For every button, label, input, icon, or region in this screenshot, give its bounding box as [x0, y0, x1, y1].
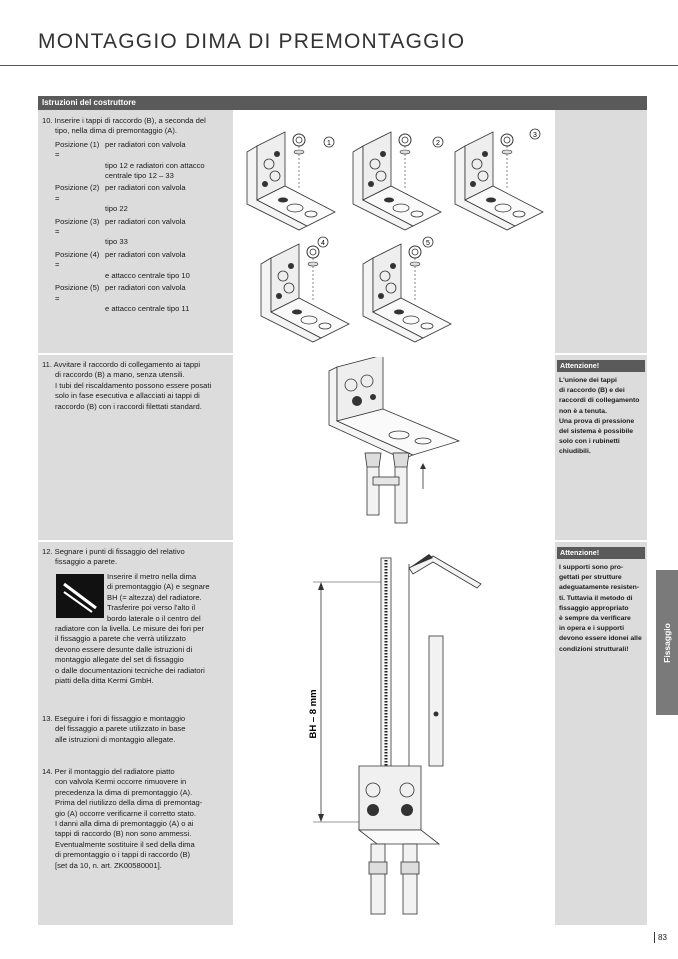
note-line: del sistema è possibile	[559, 428, 634, 436]
position-line	[55, 304, 230, 314]
step-14-line: tappi di raccordo (B) non sono ammessi.	[55, 829, 192, 839]
position-label: Posizione (5) =	[55, 283, 100, 303]
position-text: tipo 33	[105, 237, 128, 247]
position-item	[55, 250, 230, 281]
step-12-line: di premontaggio (A) e segnare	[107, 582, 210, 592]
position-line	[55, 237, 230, 247]
note-line: di raccordo (B) e dei	[559, 387, 625, 395]
step-14-line: [set da 10, n. art. ZK00580001].	[55, 860, 162, 870]
step-12-line: montaggio allegate del set di fissaggio	[55, 655, 184, 665]
position-text: tipo 22	[105, 204, 128, 214]
position-text: e attacco centrale tipo 10	[105, 270, 190, 280]
position-item	[55, 183, 230, 214]
step-12-rest	[55, 624, 231, 686]
position-label: Posizione (4) =	[55, 249, 100, 270]
measuring-tape-icon	[56, 574, 104, 618]
step-12-line: devono essere desunte dalle istruzioni di	[55, 644, 193, 654]
step-11-line: solo in fase esecutiva e allacciati ai tappi di	[55, 391, 200, 401]
step-11-figure	[233, 357, 555, 539]
step-14-line: con valvola Kermi occorre rimuovere in	[55, 777, 187, 787]
position-marker-3	[530, 129, 540, 139]
step-10-line: 10. Inserire i tappi di raccordo (B), a seconda del	[42, 116, 206, 125]
dimension-label: BH – 8 mm	[308, 689, 319, 739]
warning-header: Attenzione!	[557, 360, 645, 372]
note-column-row1	[555, 110, 647, 353]
position-line	[55, 271, 230, 281]
step-12	[42, 547, 230, 568]
position-text: e attacco centrale tipo 11	[105, 303, 190, 313]
step-12-line: radiatore con la livella. Le misure dei fori per	[55, 624, 204, 633]
position-marker-4	[318, 237, 328, 247]
note-line: raccordi di collegamento	[559, 397, 640, 405]
step-11-line: 11. Avvitare il raccordo di collegamento ai tappi	[42, 360, 201, 369]
position-marker-1	[324, 137, 334, 147]
warning-header: Attenzione!	[557, 547, 645, 559]
step-14	[42, 767, 230, 871]
step-10-line: tipo, nella dima di premontaggio (A).	[55, 126, 177, 136]
position-item	[55, 140, 230, 182]
position-label: Posizione (1) =	[55, 139, 100, 160]
step-12-line: Inserire il metro nella dima	[107, 572, 197, 581]
position-label	[55, 304, 105, 314]
position-item	[55, 217, 230, 248]
step-10-figure	[233, 112, 555, 352]
step-14-line: 14. Per il montaggio del radiatore piatto	[42, 767, 175, 776]
step-12-line: fissaggio a parete.	[55, 557, 118, 567]
step-14-line: Eventualmente sostituire il sed della dima	[55, 839, 195, 849]
step-12-line: bordo laterale o il centro del	[107, 613, 201, 623]
position-label	[55, 171, 105, 181]
note-line: ti. Tuttavia il metodo di	[559, 594, 633, 602]
step-11-line: raccordo (B) con i raccordi filettati standard.	[55, 401, 202, 411]
position-text: per radiatori con valvola	[105, 283, 186, 293]
svg-text:3: 3	[533, 132, 537, 139]
step-11-line: I tubi del riscaldamento possono essere posati	[55, 380, 212, 390]
note-line: non è a tenuta.	[559, 407, 607, 415]
position-line	[55, 161, 230, 171]
position-label	[55, 271, 105, 281]
step-12-figure	[233, 544, 555, 924]
position-text: per radiatori con valvola	[105, 139, 186, 149]
note-line: solo con i rubinetti	[559, 438, 620, 446]
position-text: centrale tipo 12 – 33	[105, 171, 174, 181]
svg-text:1: 1	[327, 140, 331, 147]
step-12-line: Trasferire poi verso l'alto il	[107, 603, 196, 613]
note-line: chiudibili.	[559, 448, 591, 456]
step-12-line: piatti della ditta Kermi GmbH.	[55, 676, 154, 686]
position-text: per radiatori con valvola	[105, 216, 186, 226]
note-line: in opera e i supporti	[559, 625, 624, 633]
position-line	[55, 204, 230, 214]
note-line: è sempre da verificare	[559, 615, 631, 623]
step-13-line: 13. Eseguire i fori di fissaggio e montaggio	[42, 714, 186, 723]
position-text: per radiatori con valvola	[105, 249, 186, 259]
step-12-line: o dalle documentazioni tecniche dei radiatori	[55, 665, 205, 675]
step-12-line: il fissaggio a parete che verrà utilizzato	[55, 634, 186, 644]
note-line: devono essere idonei alle	[559, 635, 642, 643]
warning-note-12	[559, 563, 645, 655]
step-13-line: del fissaggio a parete utilizzato in base	[55, 724, 186, 734]
note-line: I supporti sono pro-	[559, 564, 624, 571]
step-14-line: Prima del riutilizzo della dima di premontag-	[55, 798, 203, 808]
step-14-line: di premontaggio o i tappi di raccordo (B)	[55, 850, 191, 860]
section-tab-label: Fissaggio	[662, 622, 672, 663]
step-13-line: alle istruzioni di montaggio allegate.	[55, 734, 176, 744]
position-line	[55, 217, 230, 238]
step-11-line: di raccordo (B) a mano, senza utensili.	[55, 370, 185, 380]
position-item	[55, 283, 230, 314]
position-text: per radiatori con valvola	[105, 183, 186, 193]
position-label	[55, 237, 105, 247]
step-14-line: gio (A) occorre verificarne il corretto stato.	[55, 808, 196, 818]
position-label	[55, 204, 105, 214]
svg-text:5: 5	[426, 240, 430, 247]
position-line	[55, 250, 230, 271]
warning-note-11	[559, 376, 645, 458]
step-13	[42, 714, 230, 745]
page-title: MONTAGGIO DIMA DI PREMONTAGGIO	[38, 30, 466, 53]
step-12-line: BH (= altezza) del radiatore.	[107, 592, 202, 602]
title-rule	[0, 65, 678, 66]
position-line	[55, 183, 230, 204]
position-text: tipo 12 e radiatori con attacco	[105, 160, 205, 170]
position-line	[55, 283, 230, 304]
position-label: Posizione (3) =	[55, 216, 100, 237]
svg-text:2: 2	[436, 140, 440, 147]
note-line: fissaggio appropriato	[559, 604, 629, 612]
section-header: Istruzioni del costruttore	[38, 96, 647, 110]
step-12-beside-icon	[107, 572, 232, 624]
step-11	[42, 360, 230, 412]
note-line: Una prova di pressione	[559, 417, 635, 425]
page-number: 83	[654, 932, 667, 943]
section-tab-fissaggio[interactable]	[656, 570, 678, 715]
step-12-line: 12. Segnare i punti di fissaggio del relativo	[42, 547, 185, 556]
position-line	[55, 171, 230, 181]
position-marker-2	[433, 137, 443, 147]
position-label: Posizione (2) =	[55, 183, 100, 203]
note-line: adeguatamente resisten-	[559, 584, 640, 592]
step-10	[42, 116, 230, 316]
svg-text:4: 4	[321, 240, 325, 247]
position-marker-5	[423, 237, 433, 247]
step-14-line: I danni alla dima di premontaggio (A) o ai	[55, 819, 194, 829]
note-line: L'unione dei tappi	[559, 377, 617, 384]
note-line: condizioni strutturali!	[559, 645, 629, 653]
position-label	[55, 161, 105, 171]
note-line: gettati per strutture	[559, 574, 622, 582]
position-line	[55, 140, 230, 161]
position-list	[42, 140, 230, 315]
step-14-line: precedenza la dima di premontaggio (A).	[55, 787, 193, 797]
